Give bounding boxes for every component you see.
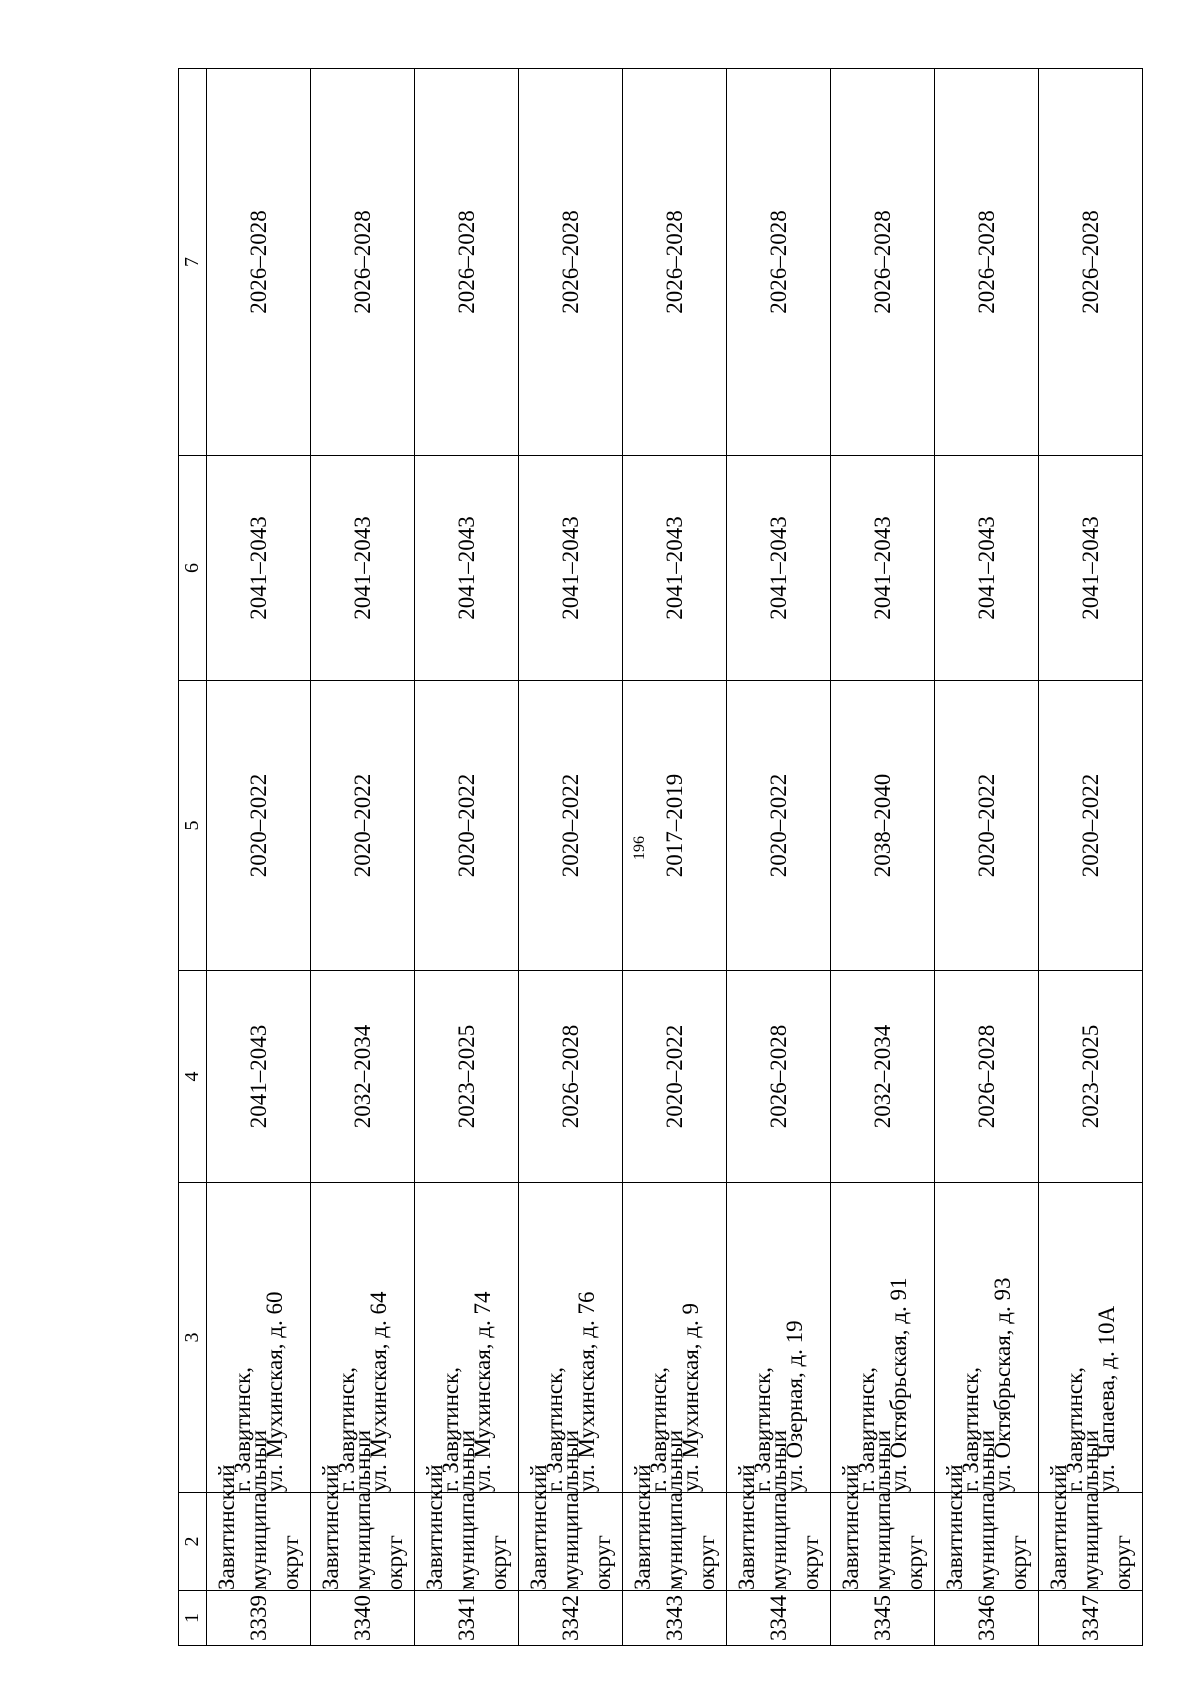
table-row [935,69,1039,1646]
cell-col6: 2041–2043 [207,456,311,681]
column-header: 1 [179,1591,207,1646]
cell-col7: 2026–2028 [415,69,519,456]
table-row [311,69,415,1646]
table-row [623,69,727,1646]
cell-address: г. Завитинск, ул. Октябрьская, д. 91 [831,1183,935,1493]
cell-col7: 2026–2028 [727,69,831,456]
column-header: 5 [179,681,207,971]
cell-col7: 2026–2028 [311,69,415,456]
column-header: 7 [179,69,207,456]
cell-col5: 2020–2022 [935,681,1039,971]
cell-col7: 2026–2028 [207,69,311,456]
cell-address: г. Завитинск, ул. Мухинская, д. 76 [519,1183,623,1493]
cell-address: г. Завитинск, ул. Чапаева, д. 10А [1039,1183,1143,1493]
cell-district: Завитинский муниципальный округ [623,1493,727,1591]
cell-col5: 2020–2022 [207,681,311,971]
cell-col4: 2032–2034 [311,971,415,1183]
cell-district: Завитинский муниципальный округ [831,1493,935,1591]
cell-number: 3347 [1039,1591,1143,1646]
column-header: 6 [179,456,207,681]
cell-col6: 2041–2043 [623,456,727,681]
cell-col6: 2041–2043 [311,456,415,681]
data-table [178,68,1143,1646]
cell-col7: 2026–2028 [831,69,935,456]
cell-col4: 2026–2028 [519,971,623,1183]
cell-number: 3340 [311,1591,415,1646]
rotated-table-container [178,69,1143,1646]
cell-col4: 2023–2025 [415,971,519,1183]
cell-address: г. Завитинск, ул. Октябрьская, д. 93 [935,1183,1039,1493]
cell-address: г. Завитинск, ул. Мухинская, д. 64 [311,1183,415,1493]
cell-col6: 2041–2043 [831,456,935,681]
cell-col7: 2026–2028 [519,69,623,456]
column-header: 3 [179,1183,207,1493]
cell-col6: 2041–2043 [727,456,831,681]
cell-col6: 2041–2043 [1039,456,1143,681]
cell-number: 3339 [207,1591,311,1646]
cell-col7: 2026–2028 [1039,69,1143,456]
cell-district: Завитинский муниципальный округ [519,1493,623,1591]
cell-col7: 2026–2028 [623,69,727,456]
cell-col4: 2023–2025 [1039,971,1143,1183]
cell-address: г. Завитинск, ул. Мухинская, д. 9 [623,1183,727,1493]
cell-col4: 2026–2028 [935,971,1039,1183]
cell-col5: 2020–2022 [415,681,519,971]
column-header: 2 [179,1493,207,1591]
cell-col5: 2020–2022 [727,681,831,971]
table-row [207,69,311,1646]
cell-district: Завитинский муниципальный округ [1039,1493,1143,1591]
table-row [1039,69,1143,1646]
cell-col4: 2041–2043 [207,971,311,1183]
cell-col5: 2020–2022 [1039,681,1143,971]
cell-address: г. Завитинск, ул. Озерная, д. 19 [727,1183,831,1493]
cell-col5: 2017–2019 [623,681,727,971]
cell-address: г. Завитинск, ул. Мухинская, д. 60 [207,1183,311,1493]
cell-number: 3345 [831,1591,935,1646]
cell-number: 3346 [935,1591,1039,1646]
column-header: 4 [179,971,207,1183]
page-number: 196 [631,836,648,860]
table-row [727,69,831,1646]
cell-col4: 2020–2022 [623,971,727,1183]
cell-col5: 2020–2022 [311,681,415,971]
cell-number: 3343 [623,1591,727,1646]
cell-col5: 2020–2022 [519,681,623,971]
cell-number: 3341 [415,1591,519,1646]
cell-col5: 2038–2040 [831,681,935,971]
cell-address: г. Завитинск, ул. Мухинская, д. 74 [415,1183,519,1493]
cell-number: 3344 [727,1591,831,1646]
table-row [831,69,935,1646]
cell-district: Завитинский муниципальный округ [207,1493,311,1591]
cell-col4: 2032–2034 [831,971,935,1183]
cell-col4: 2026–2028 [727,971,831,1183]
cell-col6: 2041–2043 [935,456,1039,681]
cell-col6: 2041–2043 [415,456,519,681]
cell-col7: 2026–2028 [935,69,1039,456]
cell-number: 3342 [519,1591,623,1646]
table-row [415,69,519,1646]
cell-district: Завитинский муниципальный округ [935,1493,1039,1591]
cell-col6: 2041–2043 [519,456,623,681]
header-row [179,69,207,1646]
cell-district: Завитинский муниципальный округ [311,1493,415,1591]
table-row [519,69,623,1646]
cell-district: Завитинский муниципальный округ [415,1493,519,1591]
cell-district: Завитинский муниципальный округ [727,1493,831,1591]
